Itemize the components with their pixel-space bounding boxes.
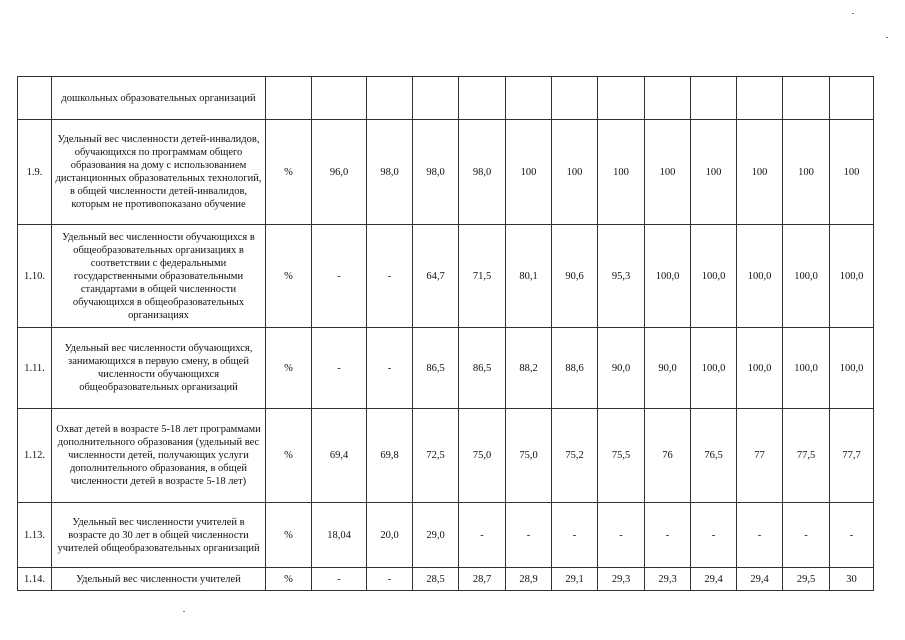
value-cell: 29,5 bbox=[783, 568, 830, 591]
value-cell: 100 bbox=[737, 120, 783, 225]
value-cell: 100,0 bbox=[783, 328, 830, 409]
table-row bbox=[18, 409, 874, 503]
scan-speck bbox=[886, 37, 888, 38]
value-cell bbox=[598, 77, 645, 120]
row-number bbox=[18, 77, 52, 120]
value-cell bbox=[506, 77, 552, 120]
value-cell: 64,7 bbox=[413, 225, 459, 328]
value-cell: - bbox=[830, 503, 874, 568]
value-cell: - bbox=[312, 328, 367, 409]
table-row bbox=[18, 503, 874, 568]
value-cell: 75,0 bbox=[459, 409, 506, 503]
value-cell: 100 bbox=[830, 120, 874, 225]
value-cell: 29,3 bbox=[598, 568, 645, 591]
value-cell: - bbox=[737, 503, 783, 568]
value-cell: 88,6 bbox=[552, 328, 598, 409]
value-cell: - bbox=[459, 503, 506, 568]
row-number: 1.14. bbox=[18, 568, 52, 591]
unit-cell: % bbox=[266, 503, 312, 568]
unit-cell: % bbox=[266, 120, 312, 225]
value-cell: - bbox=[598, 503, 645, 568]
table-row bbox=[18, 120, 874, 225]
value-cell: - bbox=[367, 568, 413, 591]
value-cell: 86,5 bbox=[459, 328, 506, 409]
unit-cell bbox=[266, 77, 312, 120]
value-cell: 28,5 bbox=[413, 568, 459, 591]
row-number: 1.10. bbox=[18, 225, 52, 328]
value-cell: 100 bbox=[598, 120, 645, 225]
table-row bbox=[18, 225, 874, 328]
value-cell: 71,5 bbox=[459, 225, 506, 328]
value-cell bbox=[459, 77, 506, 120]
value-cell: 29,1 bbox=[552, 568, 598, 591]
value-cell: 75,2 bbox=[552, 409, 598, 503]
value-cell: 77 bbox=[737, 409, 783, 503]
value-cell: 76 bbox=[645, 409, 691, 503]
row-number: 1.9. bbox=[18, 120, 52, 225]
indicator-text: дошкольных образовательных организаций bbox=[52, 77, 266, 120]
value-cell: - bbox=[367, 328, 413, 409]
scan-speck bbox=[852, 13, 854, 14]
value-cell bbox=[645, 77, 691, 120]
row-number: 1.12. bbox=[18, 409, 52, 503]
value-cell: - bbox=[506, 503, 552, 568]
value-cell: 75,0 bbox=[506, 409, 552, 503]
value-cell: 90,6 bbox=[552, 225, 598, 328]
value-cell: 100,0 bbox=[830, 328, 874, 409]
value-cell bbox=[552, 77, 598, 120]
value-cell bbox=[737, 77, 783, 120]
value-cell: - bbox=[783, 503, 830, 568]
unit-cell: % bbox=[266, 328, 312, 409]
value-cell: 100 bbox=[783, 120, 830, 225]
value-cell: 100,0 bbox=[645, 225, 691, 328]
value-cell: 18,04 bbox=[312, 503, 367, 568]
value-cell: 100,0 bbox=[737, 225, 783, 328]
table-row bbox=[18, 568, 874, 591]
indicator-text: Удельный вес численности учителей в возрасте до 30 лет в общей численности учителей общеобразовательных организаций bbox=[52, 503, 266, 568]
value-cell: 77,5 bbox=[783, 409, 830, 503]
value-cell: 29,0 bbox=[413, 503, 459, 568]
value-cell: 98,0 bbox=[459, 120, 506, 225]
value-cell bbox=[830, 77, 874, 120]
value-cell: 80,1 bbox=[506, 225, 552, 328]
row-number: 1.11. bbox=[18, 328, 52, 409]
table-row bbox=[18, 77, 874, 120]
value-cell bbox=[783, 77, 830, 120]
value-cell: 72,5 bbox=[413, 409, 459, 503]
scan-speck bbox=[183, 611, 185, 612]
indicator-text: Охват детей в возрасте 5-18 лет программами дополнительного образования (удельный вес численности детей, получающих услуги дополнительного образования, в общей численности детей в возрасте 5-18 лет) bbox=[52, 409, 266, 503]
value-cell: 29,3 bbox=[645, 568, 691, 591]
value-cell: 28,7 bbox=[459, 568, 506, 591]
value-cell: 29,4 bbox=[691, 568, 737, 591]
indicator-text: Удельный вес численности обучающихся, занимающихся в первую смену, в общей численности обучающихся общеобразовательных организаций bbox=[52, 328, 266, 409]
value-cell: 75,5 bbox=[598, 409, 645, 503]
value-cell: - bbox=[312, 225, 367, 328]
value-cell: 100,0 bbox=[783, 225, 830, 328]
value-cell: 98,0 bbox=[413, 120, 459, 225]
value-cell: 100,0 bbox=[691, 328, 737, 409]
value-cell: 100 bbox=[645, 120, 691, 225]
indicator-text: Удельный вес численности детей-инвалидов, обучающихся по программам общего образования на дому с использованием дистанционных образовательных технологий, в общей численности детей-инвалидов, которым не противопоказано обучение bbox=[52, 120, 266, 225]
value-cell: 100 bbox=[552, 120, 598, 225]
value-cell: 20,0 bbox=[367, 503, 413, 568]
value-cell: - bbox=[691, 503, 737, 568]
value-cell: 69,8 bbox=[367, 409, 413, 503]
value-cell: 100 bbox=[691, 120, 737, 225]
value-cell: 28,9 bbox=[506, 568, 552, 591]
indicator-text: Удельный вес численности учителей bbox=[52, 568, 266, 591]
value-cell: 69,4 bbox=[312, 409, 367, 503]
value-cell: - bbox=[367, 225, 413, 328]
value-cell: - bbox=[312, 568, 367, 591]
value-cell: 76,5 bbox=[691, 409, 737, 503]
value-cell bbox=[413, 77, 459, 120]
value-cell: - bbox=[645, 503, 691, 568]
value-cell: 88,2 bbox=[506, 328, 552, 409]
value-cell: 96,0 bbox=[312, 120, 367, 225]
value-cell: 86,5 bbox=[413, 328, 459, 409]
value-cell: 100,0 bbox=[737, 328, 783, 409]
unit-cell: % bbox=[266, 568, 312, 591]
table-row bbox=[18, 328, 874, 409]
value-cell: 29,4 bbox=[737, 568, 783, 591]
value-cell bbox=[367, 77, 413, 120]
value-cell: 100 bbox=[506, 120, 552, 225]
value-cell: 30 bbox=[830, 568, 874, 591]
unit-cell: % bbox=[266, 409, 312, 503]
value-cell: 77,7 bbox=[830, 409, 874, 503]
value-cell bbox=[691, 77, 737, 120]
indicators-table bbox=[17, 76, 874, 591]
value-cell: 95,3 bbox=[598, 225, 645, 328]
value-cell: 100,0 bbox=[691, 225, 737, 328]
indicator-text: Удельный вес численности обучающихся в общеобразовательных организациях в соответствии с федеральными государственными образовательными стандартами в общей численности обучающихся в общеобразовательных организациях bbox=[52, 225, 266, 328]
value-cell: 98,0 bbox=[367, 120, 413, 225]
value-cell: 90,0 bbox=[645, 328, 691, 409]
value-cell bbox=[312, 77, 367, 120]
value-cell: 100,0 bbox=[830, 225, 874, 328]
unit-cell: % bbox=[266, 225, 312, 328]
value-cell: 90,0 bbox=[598, 328, 645, 409]
value-cell: - bbox=[552, 503, 598, 568]
row-number: 1.13. bbox=[18, 503, 52, 568]
